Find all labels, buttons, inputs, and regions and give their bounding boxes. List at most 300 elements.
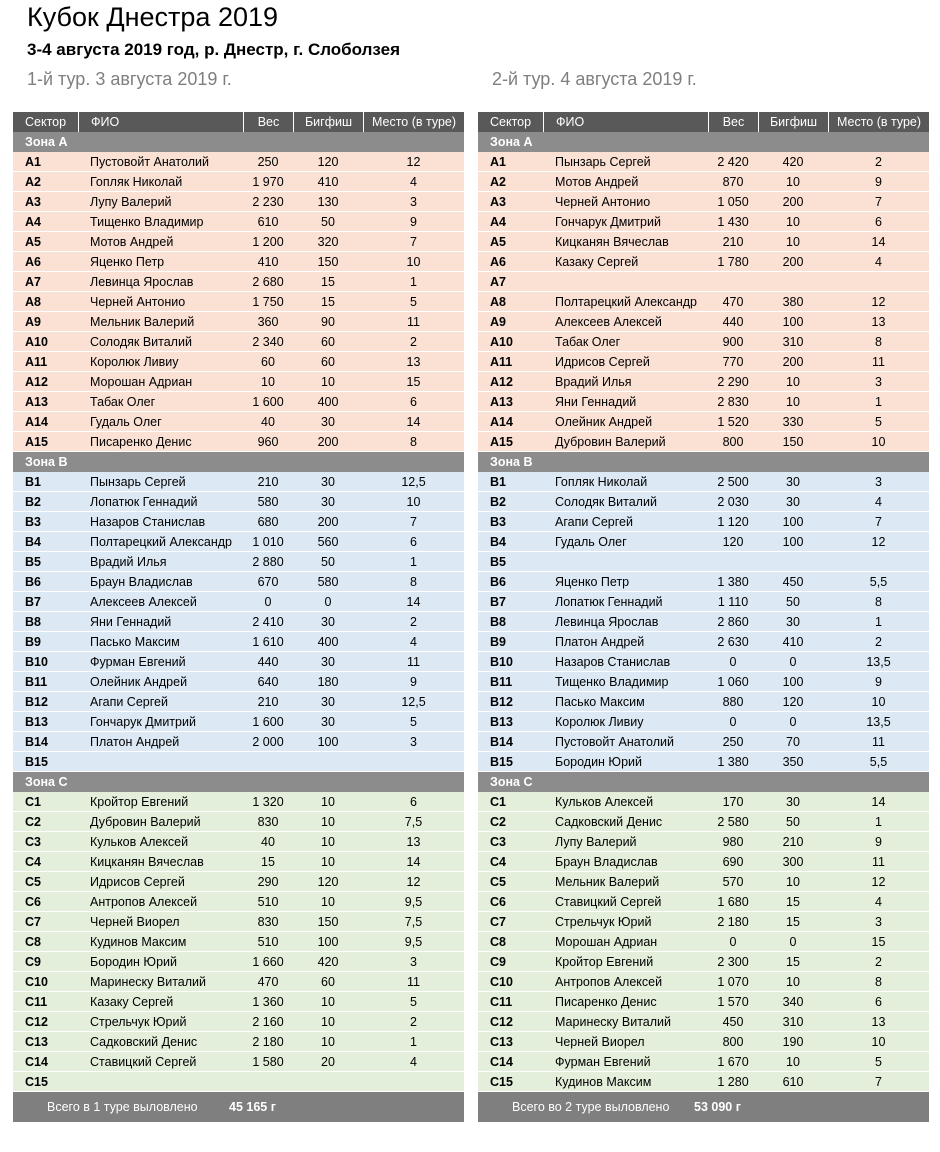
cell-bigfish: 310 — [782, 1015, 804, 1029]
cell-bigfish — [293, 752, 363, 771]
table-row — [13, 632, 464, 652]
cell-name: Садковский Денис — [555, 815, 663, 829]
cell-sector: B5 — [490, 555, 506, 569]
cell-place: 8 — [875, 975, 882, 989]
table-row — [478, 832, 929, 852]
cell-weight: 2 410 — [252, 615, 284, 629]
cell-place: 3 — [875, 375, 882, 389]
table-row — [478, 192, 929, 212]
table-row — [13, 712, 464, 732]
table-row — [478, 232, 929, 252]
cell-place: 2 — [875, 635, 882, 649]
table-row — [478, 712, 929, 732]
cell-bigfish: 200 — [782, 255, 804, 269]
cell-bigfish: 100 — [782, 535, 804, 549]
header-sector: Сектор — [490, 115, 532, 129]
cell-weight: 2 230 — [252, 195, 284, 209]
table-row — [13, 292, 464, 312]
cell-name: Казаку Сергей — [90, 995, 174, 1009]
cell-place: 13,5 — [866, 655, 891, 669]
table-row — [478, 552, 929, 572]
cell-sector: B14 — [490, 735, 513, 749]
cell-bigfish: 610 — [782, 1075, 804, 1089]
cell-name: Полтарецкий Александр — [90, 535, 233, 549]
cell-place: 1 — [875, 815, 882, 829]
cell-bigfish: 380 — [782, 295, 804, 309]
cell-weight: 510 — [257, 935, 279, 949]
cell-bigfish: 15 — [786, 955, 800, 969]
cell-name: Пустовойт Анатолий — [90, 155, 209, 169]
cell-place: 3 — [875, 915, 882, 929]
cell-sector: C4 — [490, 855, 506, 869]
cell-place: 13 — [871, 315, 886, 329]
cell-weight: 2 880 — [252, 555, 284, 569]
zone-header: Зона С — [478, 772, 929, 792]
table-row — [478, 572, 929, 592]
cell-name: Ставицкий Сергей — [90, 1055, 197, 1069]
cell-sector: A5 — [490, 235, 506, 249]
cell-name: Мельник Валерий — [555, 875, 660, 889]
cell-bigfish: 340 — [782, 995, 804, 1009]
cell-bigfish: 10 — [321, 1015, 335, 1029]
cell-sector: C12 — [490, 1015, 513, 1029]
cell-name: Левинца Ярослав — [555, 615, 659, 629]
cell-place: 9 — [875, 675, 882, 689]
cell-sector: A9 — [25, 315, 41, 329]
cell-weight — [243, 752, 293, 771]
cell-weight: 2 300 — [717, 955, 749, 969]
cell-weight: 170 — [722, 795, 744, 809]
cell-weight: 2 830 — [717, 395, 749, 409]
cell-place: 1 — [875, 615, 882, 629]
table-row — [13, 532, 464, 552]
table-row — [478, 692, 929, 712]
cell-sector: A14 — [25, 415, 48, 429]
table-row — [478, 472, 929, 492]
cell-bigfish: 180 — [317, 675, 339, 689]
cell-name: Мотов Андрей — [90, 235, 174, 249]
cell-sector: A12 — [490, 375, 513, 389]
cell-weight: 1 600 — [252, 715, 284, 729]
cell-bigfish: 10 — [321, 815, 335, 829]
cell-bigfish: 120 — [317, 155, 339, 169]
cell-name: Черней Антонио — [555, 195, 651, 209]
cell-sector: A3 — [25, 195, 41, 209]
cell-bigfish: 10 — [786, 395, 800, 409]
cell-bigfish: 400 — [317, 395, 339, 409]
cell-sector: C7 — [490, 915, 506, 929]
cell-weight: 120 — [722, 535, 744, 549]
cell-sector: B13 — [490, 715, 513, 729]
cell-sector: C13 — [490, 1035, 513, 1049]
cell-bigfish: 100 — [782, 675, 804, 689]
cell-name: Гопляк Николай — [555, 475, 648, 489]
table-row — [13, 672, 464, 692]
table-row — [13, 552, 464, 572]
table-row — [478, 332, 929, 352]
cell-weight: 880 — [722, 695, 744, 709]
cell-bigfish: 0 — [324, 595, 332, 609]
cell-name: Гудаль Олег — [90, 415, 162, 429]
cell-name: Черней Виорел — [555, 1035, 645, 1049]
table-row — [13, 272, 464, 292]
cell-name: Гончарук Дмитрий — [90, 715, 196, 729]
total-value: 53 090 г — [694, 1100, 741, 1114]
cell-sector: B14 — [25, 735, 48, 749]
table-row — [478, 972, 929, 992]
cell-sector: B4 — [490, 535, 506, 549]
cell-sector: A4 — [490, 215, 506, 229]
cell-place: 6 — [875, 995, 882, 1009]
cell-sector: B13 — [25, 715, 48, 729]
cell-weight: 2 290 — [717, 375, 749, 389]
cell-sector: B8 — [490, 615, 506, 629]
cell-weight: 1 380 — [717, 755, 749, 769]
cell-sector: B9 — [25, 635, 41, 649]
cell-weight: 210 — [257, 475, 279, 489]
cell-place: 11 — [872, 355, 885, 369]
cell-name: Яценко Петр — [555, 575, 630, 589]
cell-bigfish: 320 — [317, 235, 339, 249]
cell-weight: 210 — [722, 235, 744, 249]
table-row — [13, 372, 464, 392]
cell-sector: C1 — [490, 795, 506, 809]
cell-bigfish: 100 — [782, 315, 804, 329]
cell-sector: A10 — [490, 335, 513, 349]
cell-place: 7 — [875, 195, 882, 209]
cell-place: 9 — [875, 175, 882, 189]
cell-weight: 570 — [722, 875, 744, 889]
cell-weight: 1 970 — [252, 175, 284, 189]
cell-weight — [708, 272, 758, 291]
table-row — [13, 572, 464, 592]
cell-place: 13 — [871, 1015, 886, 1029]
cell-place: 15 — [406, 375, 421, 389]
cell-name: Ставицкий Сергей — [555, 895, 662, 909]
cell-place: 1 — [875, 395, 882, 409]
page-title: Кубок Днестра 2019 — [27, 2, 279, 32]
table-row — [13, 252, 464, 272]
table-row — [478, 912, 929, 932]
cell-name: Лопатюк Геннадий — [90, 495, 198, 509]
cell-place: 7 — [410, 515, 417, 529]
cell-name: Гудаль Олег — [555, 535, 627, 549]
cell-weight: 1 200 — [252, 235, 284, 249]
cell-sector: B6 — [25, 575, 41, 589]
cell-sector: B6 — [490, 575, 506, 589]
cell-name: Назаров Станислав — [90, 515, 206, 529]
cell-place: 10 — [406, 495, 421, 509]
table-row — [13, 1012, 464, 1032]
cell-place: 9 — [875, 835, 882, 849]
cell-sector: B8 — [25, 615, 41, 629]
cell-place: 12 — [406, 155, 421, 169]
cell-place: 9,5 — [404, 935, 423, 949]
cell-weight: 1 060 — [717, 675, 749, 689]
table-row — [13, 952, 464, 972]
cell-weight: 670 — [257, 575, 279, 589]
table-row — [478, 1072, 929, 1092]
page-subtitle: 3-4 августа 2019 год, р. Днестр, г. Слоболзея — [27, 40, 401, 59]
table-row — [478, 492, 929, 512]
cell-name: Мотов Андрей — [555, 175, 639, 189]
cell-bigfish: 90 — [321, 315, 335, 329]
table-row — [13, 852, 464, 872]
cell-place: 2 — [410, 1015, 417, 1029]
cell-sector: C11 — [25, 995, 48, 1009]
cell-place: 5,5 — [869, 575, 888, 589]
cell-place: 10 — [871, 695, 886, 709]
header-place: Место (в туре) — [828, 112, 929, 132]
cell-bigfish: 0 — [789, 715, 797, 729]
cell-bigfish: 200 — [782, 355, 804, 369]
table-row — [13, 392, 464, 412]
cell-weight: 1 750 — [252, 295, 284, 309]
cell-sector: C11 — [490, 995, 513, 1009]
cell-bigfish: 200 — [317, 515, 339, 529]
cell-name — [78, 1072, 243, 1091]
cell-bigfish: 10 — [321, 995, 335, 1009]
cell-name — [543, 552, 708, 571]
cell-weight: 1 050 — [717, 195, 749, 209]
cell-sector: C3 — [25, 835, 41, 849]
table-row — [478, 732, 929, 752]
cell-place: 5 — [410, 715, 417, 729]
cell-name: Агапи Сергей — [555, 515, 633, 529]
table-row — [13, 152, 464, 172]
cell-place: 14 — [871, 795, 886, 809]
header-sector: Сектор — [25, 115, 67, 129]
cell-place: 1 — [410, 275, 417, 289]
cell-bigfish: 60 — [321, 335, 335, 349]
cell-place: 9 — [410, 215, 417, 229]
total-row — [478, 1092, 929, 1144]
cell-weight: 360 — [257, 315, 279, 329]
cell-bigfish: 10 — [321, 895, 335, 909]
table-row — [13, 812, 464, 832]
cell-sector: A9 — [490, 315, 506, 329]
cell-sector: B1 — [490, 475, 506, 489]
cell-sector: B1 — [25, 475, 41, 489]
table-row — [478, 532, 929, 552]
cell-bigfish: 410 — [317, 175, 339, 189]
cell-name: Табак Олег — [555, 335, 621, 349]
cell-sector: C8 — [490, 935, 506, 949]
table-row — [13, 612, 464, 632]
table-row — [478, 412, 929, 432]
cell-weight: 0 — [264, 595, 272, 609]
cell-sector: B4 — [25, 535, 41, 549]
cell-bigfish: 120 — [317, 875, 339, 889]
cell-sector: C8 — [25, 935, 41, 949]
cell-sector: A7 — [490, 275, 506, 289]
cell-name: Писаренко Денис — [90, 435, 192, 449]
cell-weight: 1 520 — [717, 415, 749, 429]
cell-weight: 470 — [257, 975, 279, 989]
cell-name: Олейник Андрей — [555, 415, 653, 429]
cell-name: Кицканян Вячеслав — [555, 235, 669, 249]
cell-weight: 2 680 — [252, 275, 284, 289]
cell-sector: B2 — [490, 495, 506, 509]
cell-weight: 440 — [722, 315, 744, 329]
cell-weight: 60 — [261, 355, 275, 369]
cell-bigfish: 15 — [786, 915, 800, 929]
table-row — [13, 732, 464, 752]
cell-place: 7,5 — [404, 915, 423, 929]
header-bigfish: Бигфиш — [293, 112, 363, 132]
cell-place: 5 — [875, 1055, 882, 1069]
cell-weight: 210 — [257, 695, 279, 709]
cell-name: Пынзарь Сергей — [90, 475, 186, 489]
cell-bigfish: 30 — [321, 415, 335, 429]
cell-bigfish: 15 — [321, 295, 335, 309]
table-row — [13, 752, 464, 772]
cell-sector: C12 — [25, 1015, 48, 1029]
cell-bigfish: 60 — [321, 975, 335, 989]
cell-place: 14 — [406, 595, 421, 609]
cell-weight: 2 500 — [717, 475, 749, 489]
cell-sector: A4 — [25, 215, 41, 229]
cell-place: 6 — [410, 395, 417, 409]
cell-name: Дубровин Валерий — [555, 435, 666, 449]
table-row — [478, 892, 929, 912]
cell-name: Садковский Денис — [90, 1035, 198, 1049]
cell-place: 14 — [406, 855, 421, 869]
cell-weight: 440 — [257, 655, 279, 669]
cell-sector: C5 — [25, 875, 41, 889]
cell-name: Королюк Ливиу — [90, 355, 179, 369]
cell-bigfish: 30 — [321, 695, 335, 709]
cell-weight: 0 — [729, 935, 737, 949]
cell-bigfish: 300 — [782, 855, 804, 869]
table-row — [478, 672, 929, 692]
table-row — [478, 312, 929, 332]
table-row — [13, 492, 464, 512]
cell-name: Агапи Сергей — [90, 695, 168, 709]
cell-name: Казаку Сергей — [555, 255, 639, 269]
cell-weight: 1 110 — [717, 595, 749, 609]
cell-bigfish: 50 — [786, 815, 800, 829]
cell-name: Тищенко Владимир — [90, 215, 204, 229]
table-row — [478, 792, 929, 812]
cell-bigfish: 0 — [789, 935, 797, 949]
table-row — [13, 912, 464, 932]
cell-bigfish: 100 — [317, 935, 339, 949]
cell-weight: 1 580 — [252, 1055, 284, 1069]
cell-name: Яни Геннадий — [555, 395, 637, 409]
header-name: ФИО — [543, 112, 708, 132]
cell-name: Черней Виорел — [90, 915, 180, 929]
cell-sector: C3 — [490, 835, 506, 849]
zone-header: Зона А — [13, 132, 464, 152]
cell-place: 9,5 — [404, 895, 423, 909]
cell-sector: A11 — [25, 355, 48, 369]
cell-place: 9 — [410, 675, 417, 689]
cell-sector: B11 — [490, 675, 513, 689]
cell-place: 4 — [410, 635, 417, 649]
cell-name: Лупу Валерий — [555, 835, 637, 849]
cell-name: Табак Олег — [90, 395, 156, 409]
cell-sector: C2 — [490, 815, 506, 829]
cell-weight: 580 — [257, 495, 279, 509]
table-row — [478, 1052, 929, 1072]
tour-2-table — [478, 112, 929, 1144]
cell-weight: 680 — [257, 515, 279, 529]
cell-name: Королюк Ливиу — [555, 715, 644, 729]
cell-sector: A11 — [490, 355, 513, 369]
cell-sector: A2 — [490, 175, 506, 189]
cell-name: Стрельчук Юрий — [90, 1015, 187, 1029]
cell-weight: 2 180 — [717, 915, 749, 929]
table-row — [13, 932, 464, 952]
cell-bigfish: 15 — [321, 275, 335, 289]
cell-weight: 770 — [722, 355, 744, 369]
table-row — [13, 512, 464, 532]
cell-place: 3 — [875, 475, 882, 489]
cell-sector: A1 — [490, 155, 506, 169]
zone-header: Зона В — [13, 452, 464, 472]
cell-name: Кульков Алексей — [555, 795, 654, 809]
cell-weight: 10 — [261, 375, 275, 389]
cell-place: 4 — [410, 175, 417, 189]
cell-name: Морошан Адриан — [90, 375, 193, 389]
cell-place: 8 — [410, 435, 417, 449]
cell-bigfish: 350 — [782, 755, 804, 769]
header-bigfish: Бигфиш — [758, 112, 828, 132]
cell-weight: 290 — [257, 875, 279, 889]
table-row — [13, 472, 464, 492]
cell-place: 3 — [410, 195, 417, 209]
table-row — [478, 272, 929, 292]
cell-name: Идрисов Сергей — [555, 355, 650, 369]
cell-place — [363, 752, 464, 771]
cell-sector: B15 — [490, 755, 513, 769]
cell-name: Пасько Максим — [90, 635, 180, 649]
cell-weight: 2 160 — [252, 1015, 284, 1029]
cell-name: Лупу Валерий — [90, 195, 172, 209]
cell-weight: 2 340 — [252, 335, 284, 349]
cell-bigfish: 560 — [317, 535, 339, 549]
cell-bigfish: 30 — [321, 495, 335, 509]
cell-weight: 1 670 — [717, 1055, 749, 1069]
cell-weight: 2 420 — [717, 155, 749, 169]
table-row — [478, 352, 929, 372]
cell-sector: B10 — [25, 655, 48, 669]
cell-bigfish: 50 — [321, 555, 335, 569]
zone-header: Зона А — [478, 132, 929, 152]
table-row — [13, 172, 464, 192]
cell-place: 1 — [410, 555, 417, 569]
cell-place: 7 — [410, 235, 417, 249]
cell-name: Лопатюк Геннадий — [555, 595, 663, 609]
cell-weight: 1 320 — [252, 795, 284, 809]
cell-sector: B3 — [25, 515, 41, 529]
cell-name: Антропов Алексей — [90, 895, 198, 909]
zone-header: Зона С — [13, 772, 464, 792]
cell-sector: C10 — [490, 975, 513, 989]
cell-weight: 1 570 — [717, 995, 749, 1009]
cell-name: Кицканян Вячеслав — [90, 855, 204, 869]
cell-place: 11 — [872, 735, 885, 749]
cell-name: Маринеску Виталий — [555, 1015, 671, 1029]
cell-bigfish: 10 — [786, 1055, 800, 1069]
total-row — [13, 1092, 464, 1144]
cell-name: Солодяк Виталий — [90, 335, 192, 349]
table-row — [13, 192, 464, 212]
table-row — [478, 212, 929, 232]
cell-bigfish: 210 — [782, 835, 804, 849]
cell-weight: 450 — [722, 1015, 744, 1029]
